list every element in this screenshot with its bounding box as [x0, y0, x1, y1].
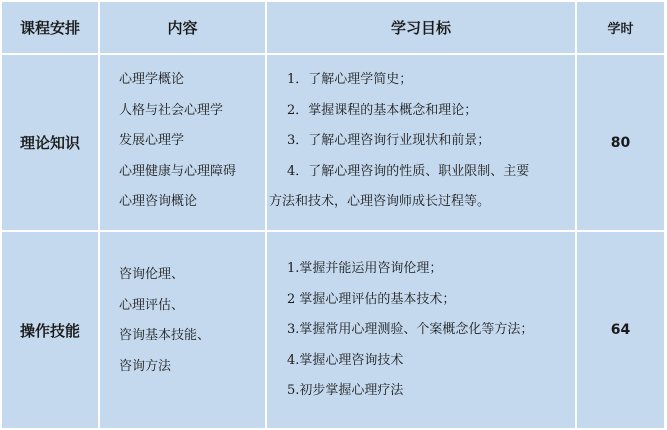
category-cell: 操作技能	[1, 231, 99, 429]
content-item: 心理咨询概论	[119, 194, 198, 209]
goal-item: 2 掌握心理评估的基本技术；	[287, 291, 456, 307]
goal-item-continued: 方法和技术，心理咨询师成长过程等。	[269, 194, 491, 209]
header-hours: 学时	[576, 1, 665, 54]
hours-cell: 64	[576, 231, 665, 429]
content-item: 心理健康与心理障碍	[119, 163, 237, 179]
content-item: 心理评估、	[119, 297, 185, 313]
goal-item: 3．了解心理咨询行业现状和前景；	[287, 133, 491, 148]
goal-item: 4.掌握心理咨询技术	[287, 352, 404, 368]
goals-cell	[266, 54, 576, 231]
header-schedule: 课程安排	[1, 1, 99, 54]
content-item: 咨询方法	[119, 358, 172, 374]
content-item: 心理学概论	[119, 72, 185, 87]
content-cell	[99, 231, 266, 429]
goal-item: 3.掌握常用心理测验、个案概念化等方法；	[287, 322, 534, 337]
table-row	[1, 54, 665, 231]
category-cell: 理论知识	[1, 54, 99, 231]
content-item: 咨询基本技能、	[119, 328, 211, 343]
header-goals: 学习目标	[266, 1, 576, 54]
content-cell	[99, 54, 266, 231]
header-row	[1, 1, 665, 54]
content-item: 发展心理学	[119, 133, 185, 148]
goal-item: 5.初步掌握心理疗法	[287, 383, 404, 398]
goal-item: 4．了解心理咨询的性质、职业限制、主要	[287, 163, 530, 179]
header-content: 内容	[99, 1, 266, 54]
content-item: 人格与社会心理学	[119, 102, 224, 118]
goal-item: 1.掌握并能运用咨询伦理；	[287, 261, 443, 276]
goal-item: 2．掌握课程的基本概念和理论；	[287, 102, 478, 118]
content-item: 咨询伦理、	[119, 267, 185, 282]
table-row	[1, 231, 665, 429]
goal-item: 1．了解心理学简史；	[287, 72, 413, 87]
goals-cell	[266, 231, 576, 429]
hours-cell: 80	[576, 54, 665, 231]
